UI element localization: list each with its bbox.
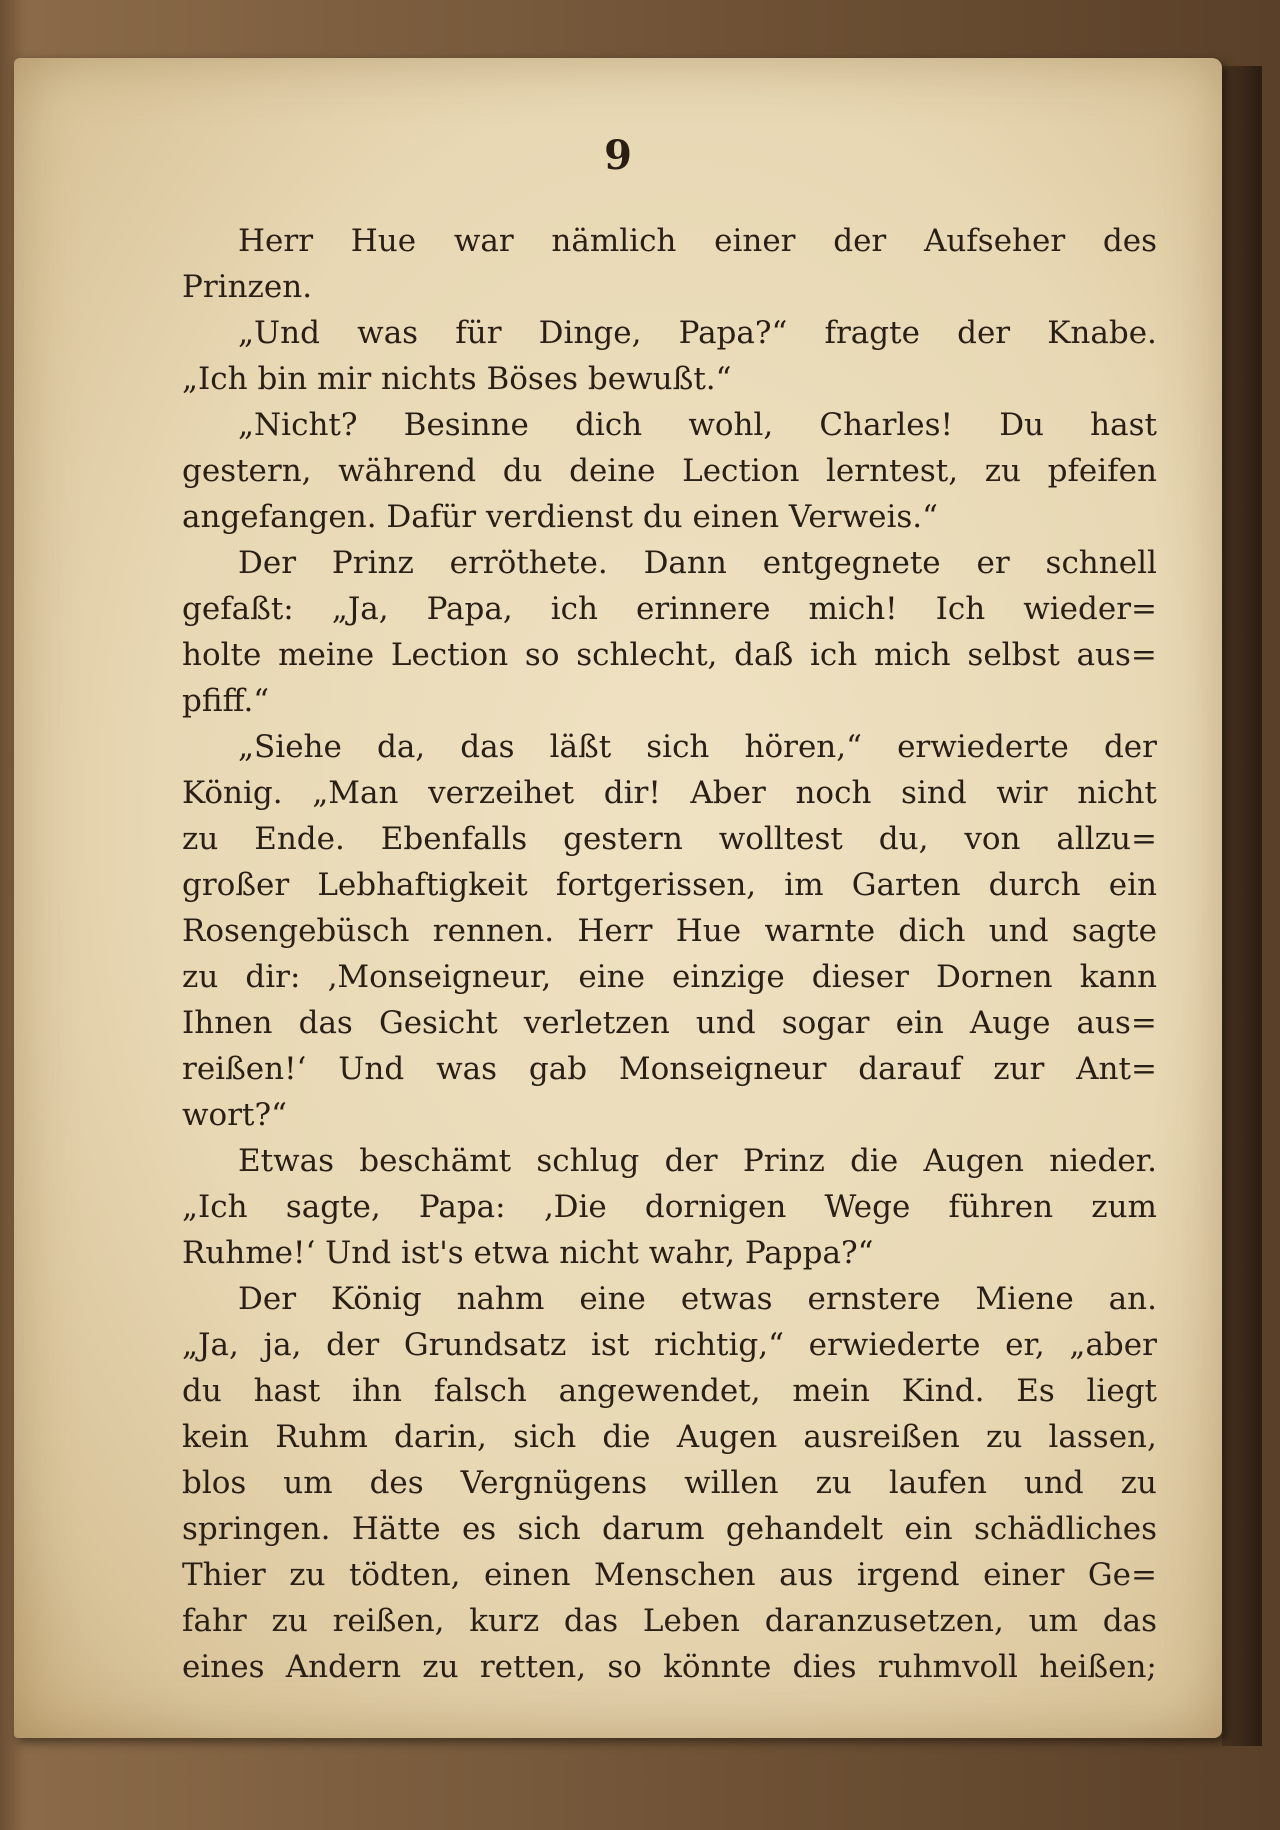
text-line: gestern, während du deine Lection lerntest, zu pfeifen (182, 453, 1157, 489)
text-line: fahr zu reißen, kurz das Leben daranzusetzen, um das (182, 1603, 1157, 1639)
text-line: springen. Hätte es sich darum gehandelt ein schädliches (182, 1511, 1157, 1547)
text-line: „Und was für Dinge, Papa?“ fragte der Knabe. (238, 315, 1157, 351)
text-line: du hast ihn falsch angewendet, mein Kind. Es liegt (182, 1373, 1157, 1409)
text-line: „Ja, ja, der Grundsatz ist richtig,“ erwiederte er, „aber (182, 1327, 1157, 1363)
text-line: „Ich bin mir nichts Böses bewußt.“ (182, 361, 732, 397)
text-line: „Ich sagte, Papa: ‚Die dornigen Wege führen zum (182, 1189, 1157, 1225)
page-number: 9 (604, 132, 632, 179)
book-page (14, 58, 1222, 1738)
text-line: Prinzen. (182, 269, 313, 305)
page-stack-edge (1222, 66, 1262, 1746)
text-line: Ihnen das Gesicht verletzen und sogar ein Auge aus= (182, 1005, 1157, 1041)
text-line: Ruhme!‘ Und ist's etwa nicht wahr, Pappa?“ (182, 1235, 874, 1271)
text-line: kein Ruhm darin, sich die Augen ausreißen zu lassen, (182, 1419, 1157, 1455)
text-line: blos um des Vergnügens willen zu laufen und zu (182, 1465, 1157, 1501)
text-line: Thier zu tödten, einen Menschen aus irgend einer Ge= (182, 1557, 1157, 1593)
page-text-block (182, 218, 1157, 1690)
text-line: Etwas beschämt schlug der Prinz die Augen nieder. (238, 1143, 1157, 1179)
text-line: Rosengebüsch rennen. Herr Hue warnte dich und sagte (182, 913, 1157, 949)
text-line: großer Lebhaftigkeit fortgerissen, im Garten durch ein (182, 867, 1157, 903)
text-line: Herr Hue war nämlich einer der Aufseher des (238, 223, 1157, 259)
text-line: reißen!‘ Und was gab Monseigneur darauf zur Ant= (182, 1051, 1157, 1087)
text-line: gefaßt: „Ja, Papa, ich erinnere mich! Ich wieder= (182, 591, 1157, 627)
text-line: König. „Man verzeihet dir! Aber noch sind wir nicht (182, 775, 1157, 811)
text-line: zu Ende. Ebenfalls gestern wolltest du, von allzu= (182, 821, 1157, 857)
text-line: „Nicht? Besinne dich wohl, Charles! Du hast (238, 407, 1157, 443)
text-line: holte meine Lection so schlecht, daß ich mich selbst aus= (182, 637, 1157, 673)
text-line: pfiff.“ (182, 683, 270, 719)
text-line: „Siehe da, das läßt sich hören,“ erwiederte der (238, 729, 1157, 765)
text-line: eines Andern zu retten, so könnte dies ruhmvoll heißen; (182, 1649, 1157, 1685)
text-line: wort?“ (182, 1097, 287, 1133)
text-line: Der Prinz erröthete. Dann entgegnete er schnell (238, 545, 1157, 581)
text-line: zu dir: ‚Monseigneur, eine einzige dieser Dornen kann (182, 959, 1157, 995)
text-line: Der König nahm eine etwas ernstere Miene an. (238, 1281, 1157, 1317)
text-line: angefangen. Dafür verdienst du einen Verweis.“ (182, 499, 939, 535)
